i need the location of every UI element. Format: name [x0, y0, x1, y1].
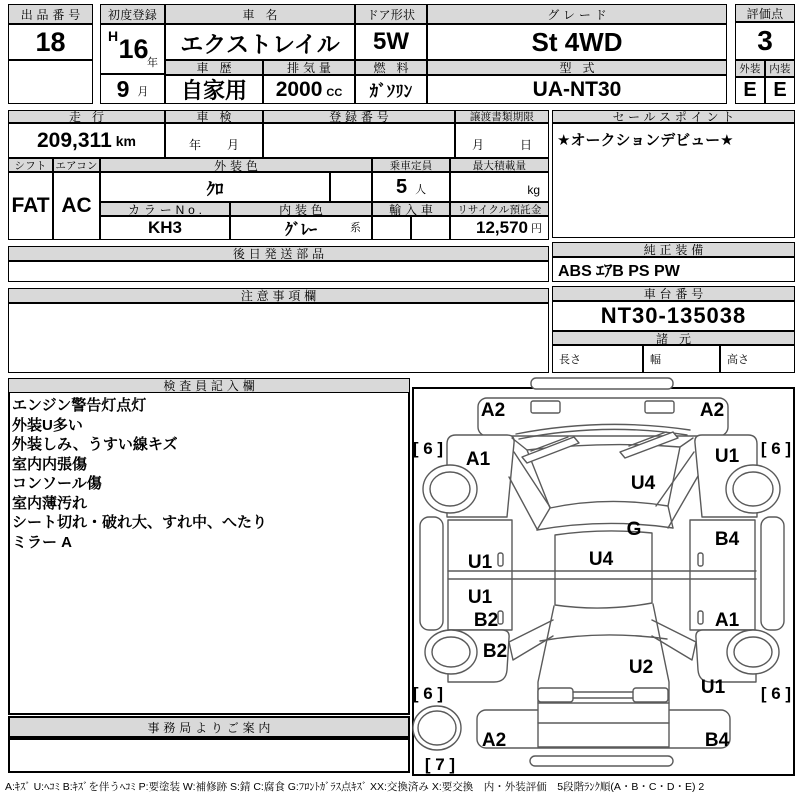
tire-depth-mark: [ 7 ]: [424, 755, 456, 774]
later-parts-value: [8, 261, 549, 282]
caution-value: [8, 303, 549, 373]
exterior-color-empty-cell: [330, 172, 372, 202]
door-shape-label: ドア形状: [355, 4, 427, 24]
later-parts-label: 後日発送部品: [8, 246, 549, 261]
fuel-label: 燃 料: [355, 60, 427, 75]
capacity-value: 5 人: [372, 172, 450, 202]
equipment-label: 純正装備: [552, 242, 795, 257]
score-value: 3: [735, 22, 795, 60]
exterior-grade-label: 外装: [735, 60, 765, 77]
history-label: 車 歴: [165, 60, 263, 75]
tire-depth-mark: [ 6 ]: [760, 439, 792, 458]
office-label: 事務局よりご案内: [8, 716, 410, 738]
aircon-label: エアコン: [53, 158, 100, 172]
spec-length-cell: 長さ: [552, 345, 643, 373]
inspection-label: 車 検: [165, 110, 263, 123]
car-name-value: エクストレイル: [165, 24, 355, 60]
damage-mark: U1: [700, 677, 726, 698]
inspector-note-line: ミラー A: [12, 533, 73, 551]
left-sill: [420, 517, 443, 630]
grade-label: グレード: [427, 4, 727, 24]
import-car-cell-a: [372, 216, 411, 240]
lot-number-value: 18: [8, 24, 93, 60]
spec-width-cell: 幅: [643, 345, 720, 373]
import-car-label: 輸入車: [372, 202, 450, 216]
right-taillight: [633, 688, 668, 702]
first-registration-year: H 16 年: [100, 24, 165, 74]
era-letter: H: [108, 28, 119, 44]
interior-grade-value: E: [765, 77, 795, 104]
door-shape-value: 5W: [355, 24, 427, 60]
rear-bumper-strip: [530, 756, 673, 766]
equipment-value: ABS ｴｱB PS PW: [552, 257, 795, 282]
damage-mark: U1: [467, 552, 493, 573]
inspector-note-line: 外装U多い: [12, 416, 83, 434]
interior-grade-label: 内装: [765, 60, 795, 77]
damage-mark: A2: [481, 730, 507, 751]
specs-label: 諸 元: [552, 331, 795, 345]
spare-tire: [413, 706, 461, 750]
inspector-note-line: 室内薄汚れ: [12, 494, 88, 512]
damage-mark: U1: [467, 587, 493, 608]
tire-depth-mark: [ 6 ]: [760, 684, 792, 703]
damage-mark: B2: [482, 641, 508, 662]
damage-mark: A2: [699, 400, 725, 421]
capacity-label: 乗車定員: [372, 158, 450, 172]
fuel-value: ｶﾞｿﾘﾝ: [355, 75, 427, 104]
damage-mark: U4: [588, 549, 614, 570]
inspector-label: 検査員記入欄: [8, 378, 410, 393]
grade-value: St 4WD: [427, 24, 727, 60]
caution-label: 注意事項欄: [8, 288, 549, 303]
car-damage-svg: [410, 372, 795, 778]
damage-mark: A2: [480, 400, 506, 421]
inspector-note-line: 室内内張傷: [12, 455, 88, 473]
sales-point-value: ★オークションデビュー★: [552, 123, 795, 238]
legend-text: A:ｷｽﾞ U:ﾍｺﾐ B:ｷｽﾞを伴うﾍｺﾐ P:要塗装 W:補修跡 S:錆 C:腐食 G:ﾌﾛﾝﾄｶﾞﾗｽ点ｷｽﾞ XX:交換済み X:要交換 内・外装評価 5段階ﾗﾝｸ順(A・B・C・D・E) 2: [5, 781, 705, 793]
lot-empty-cell: [8, 60, 93, 104]
model-code-value: UA-NT30: [427, 75, 727, 104]
max-load-label: 最大積載量: [450, 158, 549, 172]
shift-value: FAT: [8, 172, 53, 240]
damage-mark: A1: [714, 610, 740, 631]
left-taillight: [538, 688, 573, 702]
inspector-note-line: 外装しみ、うすい線キズ: [12, 436, 178, 453]
damage-mark: U2: [628, 657, 654, 678]
inspector-note-line: エンジン警告灯点灯: [12, 397, 147, 414]
color-number-value: KH3: [100, 216, 230, 240]
damage-mark: G: [626, 519, 642, 540]
inspector-note-line: シート切れ・破れ大、すれ中、へたり: [12, 514, 268, 531]
lot-number-label: 出品番号: [8, 4, 93, 24]
inspector-note-line: コンソール傷: [12, 475, 102, 492]
import-car-cell-b: [411, 216, 450, 240]
interior-color-value: ｸﾞﾚｰ 系: [230, 216, 372, 240]
first-registration-label: 初度登録: [100, 4, 165, 24]
recycle-deposit-value: 12,570 円: [450, 216, 549, 240]
damage-mark: A1: [465, 449, 491, 470]
car-name-label: 車 名: [165, 4, 355, 24]
score-label: 評価点: [735, 4, 795, 22]
exterior-grade-value: E: [735, 77, 765, 104]
damage-mark: U4: [630, 473, 656, 494]
mileage-value: 209,311 km: [8, 123, 165, 158]
exterior-color-label: 外装色: [100, 158, 372, 172]
registration-number-value: [263, 123, 455, 158]
max-load-value: kg: [450, 172, 549, 202]
shift-label: シフト: [8, 158, 53, 172]
front-bumper-strip: [531, 378, 673, 389]
history-value: 自家用: [165, 75, 263, 104]
displacement-value: 2000 CC: [263, 75, 355, 104]
tire-depth-mark: [ 6 ]: [412, 684, 444, 703]
transfer-deadline-label: 譲渡書類期限: [455, 110, 549, 123]
damage-mark: B2: [473, 610, 499, 631]
exterior-color-value: ｸﾛ: [100, 172, 330, 202]
chassis-number-label: 車台番号: [552, 286, 795, 301]
damage-mark: B4: [714, 529, 740, 550]
spec-height-cell: 高さ: [720, 345, 795, 373]
first-registration-month: 9 月: [100, 74, 165, 104]
damage-mark: U1: [714, 446, 740, 467]
tire-depth-mark: [ 6 ]: [412, 439, 444, 458]
model-code-label: 型 式: [427, 60, 727, 75]
inspection-value: 年 月: [165, 123, 263, 158]
inspector-notes: [12, 396, 406, 711]
office-content: [8, 738, 410, 773]
damage-mark: B4: [704, 730, 730, 751]
registration-number-label: 登録番号: [263, 110, 455, 123]
right-sill: [761, 517, 784, 630]
recycle-deposit-label: リサイクル預託金: [450, 202, 549, 216]
sales-point-label: セールスポイント: [552, 110, 795, 123]
transfer-deadline-value: 月 日: [455, 123, 549, 158]
color-number-label: カラーNo.: [100, 202, 230, 216]
interior-color-label: 内装色: [230, 202, 372, 216]
chassis-number-value: NT30-135038: [552, 301, 795, 331]
tailgate-lower: [538, 703, 669, 747]
displacement-label: 排気量: [263, 60, 355, 75]
aircon-value: AC: [53, 172, 100, 240]
mileage-label: 走 行: [8, 110, 165, 123]
